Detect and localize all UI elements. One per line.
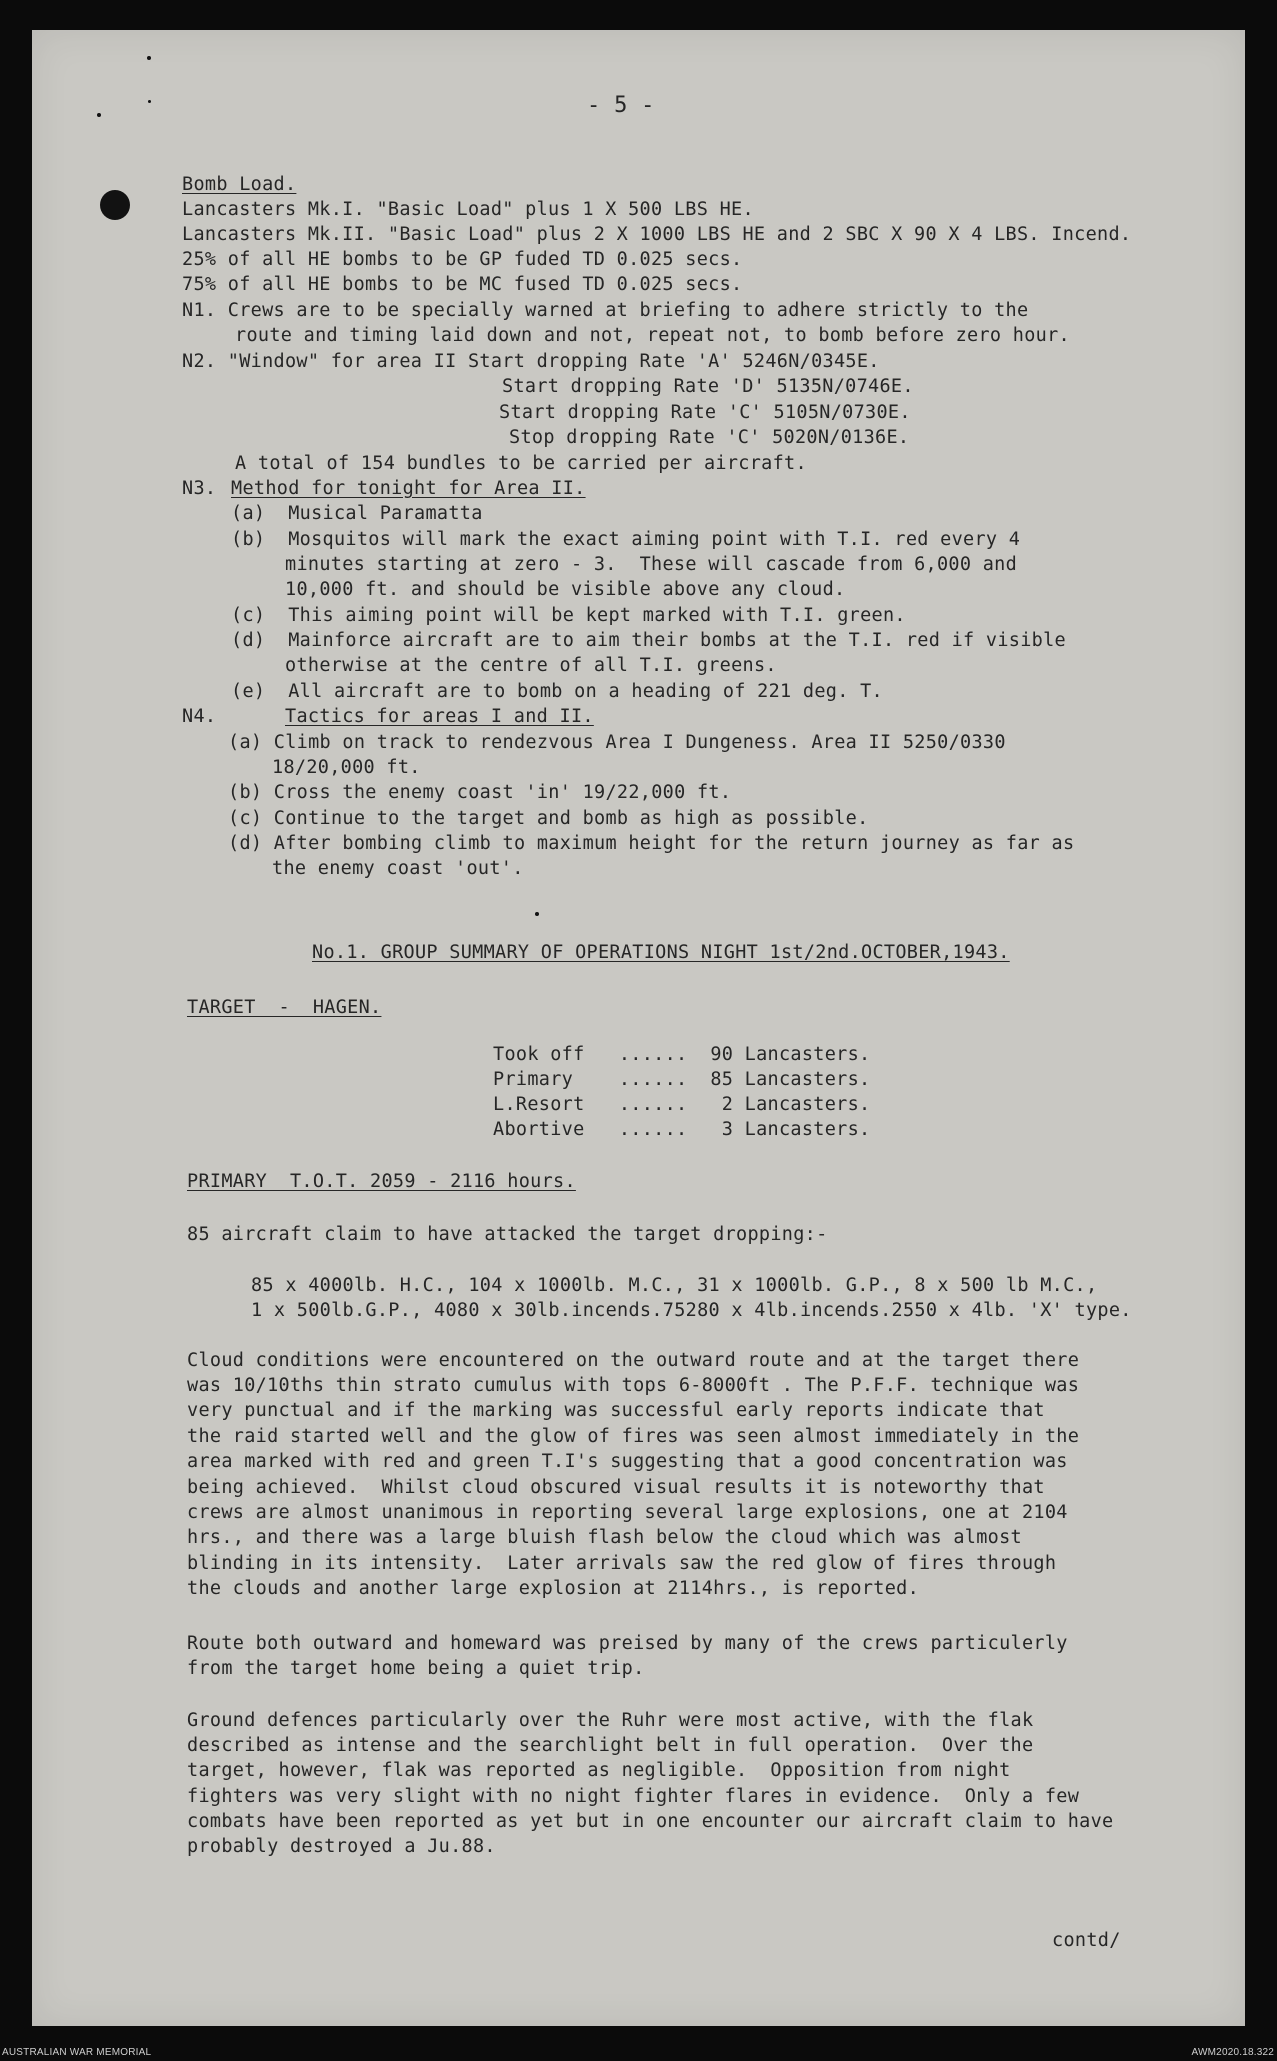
n4-item: the enemy coast 'out'.	[272, 858, 524, 879]
n3-item: otherwise at the centre of all T.I. greens.	[285, 655, 777, 676]
summary-title: No.1. GROUP SUMMARY OF OPERATIONS NIGHT 1st/2nd.OCTOBER,1943.	[312, 942, 1010, 963]
para3-line: fighters was very slight with no night fighter flares in evidence. Only a few	[187, 1786, 1080, 1807]
ink-speck	[535, 912, 539, 916]
para2-line: Route both outward and homeward was preised by many of the crews particulerly	[187, 1633, 1068, 1654]
n3-item: (c) This aiming point will be kept marked with T.I. green.	[231, 605, 906, 626]
punch-hole	[100, 190, 130, 220]
para1-line: hrs., and there was a large bluish flash below the cloud which was almost	[187, 1527, 1022, 1548]
para1-line: Cloud conditions were encountered on the outward route and at the target there	[187, 1350, 1080, 1371]
n4-item: 18/20,000 ft.	[272, 757, 421, 778]
ink-speck	[147, 56, 151, 60]
para1-line: the raid started well and the glow of fires was seen almost immediately in the	[187, 1426, 1080, 1447]
para1-line: blinding in its intensity. Later arrivals saw the red glow of fires through	[187, 1553, 1057, 1574]
n3-item: minutes starting at zero - 3. These will cascade from 6,000 and	[285, 554, 1018, 575]
primary-tot: PRIMARY T.O.T. 2059 - 2116 hours.	[187, 1171, 576, 1192]
n4-label: N4.	[182, 706, 217, 727]
bomb-load-line: 25% of all HE bombs to be GP fuded TD 0.025 secs.	[182, 249, 743, 270]
n2-line: Start dropping Rate 'C' 5105N/0730E.	[499, 402, 911, 423]
n4-item: (d) After bombing climb to maximum height for the return journey as far as	[228, 833, 1075, 854]
para3-line: target, however, flak was reported as negligible. Opposition from night	[187, 1760, 1011, 1781]
n3-item: (e) All aircraft are to bomb on a heading of 221 deg. T.	[231, 681, 883, 702]
n2-line: N2. "Window" for area II Start dropping Rate 'A' 5246N/0345E.	[182, 351, 880, 372]
para1-line: crews are almost unanimous in reporting several large explosions, one at 2104	[187, 1502, 1068, 1523]
bombs-line: 85 x 4000lb. H.C., 104 x 1000lb. M.C., 31 x 1000lb. G.P., 8 x 500 lb M.C.,	[251, 1275, 1098, 1296]
para2-line: from the target home being a quiet trip.	[187, 1658, 645, 1679]
para1-line: the clouds and another large explosion at 2114hrs., is reported.	[187, 1578, 920, 1599]
n3-item: (a) Musical Paramatta	[231, 503, 483, 524]
bomb-load-line: Lancasters Mk.I. "Basic Load" plus 1 X 500 LBS HE.	[182, 199, 754, 220]
n2-line: Start dropping Rate 'D' 5135N/0746E.	[502, 376, 914, 397]
n2-line: Stop dropping Rate 'C' 5020N/0136E.	[509, 427, 910, 448]
para1-line: area marked with red and green T.I's suggesting that a good concentration was	[187, 1451, 1068, 1472]
para3-line: Ground defences particularly over the Ruhr were most active, with the flak	[187, 1710, 1034, 1731]
bomb-load-line: Lancasters Mk.II. "Basic Load" plus 2 X 1000 LBS HE and 2 SBC X 90 X 4 LBS. Incend.	[182, 224, 1132, 245]
n3-item: 10,000 ft. and should be visible above any cloud.	[285, 579, 846, 600]
target-heading: TARGET - HAGEN.	[187, 997, 382, 1018]
footer-credit: AUSTRALIAN WAR MEMORIAL	[2, 2047, 152, 2058]
ink-speck	[97, 113, 101, 117]
n3-item: (d) Mainforce aircraft are to aim their bombs at the T.I. red if visible	[231, 630, 1066, 651]
n1-line: route and timing laid down and not, repeat not, to bomb before zero hour.	[235, 325, 1070, 346]
stat-row: Took off ...... 90 Lancasters.	[493, 1044, 871, 1065]
ink-speck	[148, 100, 151, 103]
n3-label: N3.	[182, 478, 217, 499]
n3-heading: Method for tonight for Area II.	[231, 478, 586, 499]
n3-item: (b) Mosquitos will mark the exact aiming point with T.I. red every 4	[231, 529, 1021, 550]
para1-line: very punctual and if the marking was successful early reports indicate that	[187, 1400, 1045, 1421]
contd-label: contd/	[1052, 1930, 1121, 1951]
bomb-load-line: 75% of all HE bombs to be MC fused TD 0.025 secs.	[182, 274, 743, 295]
n4-heading: Tactics for areas I and II.	[285, 706, 594, 727]
n2-line: A total of 154 bundles to be carried per aircraft.	[235, 453, 807, 474]
para1-line: was 10/10ths thin strato cumulus with tops 6-8000ft . The P.F.F. technique was	[187, 1375, 1080, 1396]
para3-line: probably destroyed a Ju.88.	[187, 1836, 496, 1857]
n4-item: (a) Climb on track to rendezvous Area I Dungeness. Area II 5250/0330	[228, 732, 1006, 753]
para1-line: being achieved. Whilst cloud obscured visual results it is noteworthy that	[187, 1477, 1045, 1498]
para3-line: combats have been reported as yet but in one encounter our aircraft claim to have	[187, 1811, 1114, 1832]
document-page	[32, 30, 1245, 2026]
stat-row: L.Resort ...... 2 Lancasters.	[493, 1094, 871, 1115]
stat-row: Abortive ...... 3 Lancasters.	[493, 1119, 871, 1140]
n4-item: (c) Continue to the target and bomb as high as possible.	[228, 808, 869, 829]
stat-row: Primary ...... 85 Lancasters.	[493, 1069, 871, 1090]
claim-line: 85 aircraft claim to have attacked the target dropping:-	[187, 1224, 828, 1245]
bombs-line: 1 x 500lb.G.P., 4080 x 30lb.incends.75280 x 4lb.incends.2550 x 4lb. 'X' type.	[251, 1300, 1132, 1321]
page-number: - 5 -	[587, 93, 655, 118]
n1-line: N1. Crews are to be specially warned at briefing to adhere strictly to the	[182, 300, 1029, 321]
para3-line: described as intense and the searchlight belt in full operation. Over the	[187, 1735, 1034, 1756]
bomb-load-heading: Bomb Load.	[182, 174, 297, 195]
footer-accession: AWM2020.18.322	[1191, 2047, 1274, 2058]
n4-item: (b) Cross the enemy coast 'in' 19/22,000 ft.	[228, 782, 732, 803]
